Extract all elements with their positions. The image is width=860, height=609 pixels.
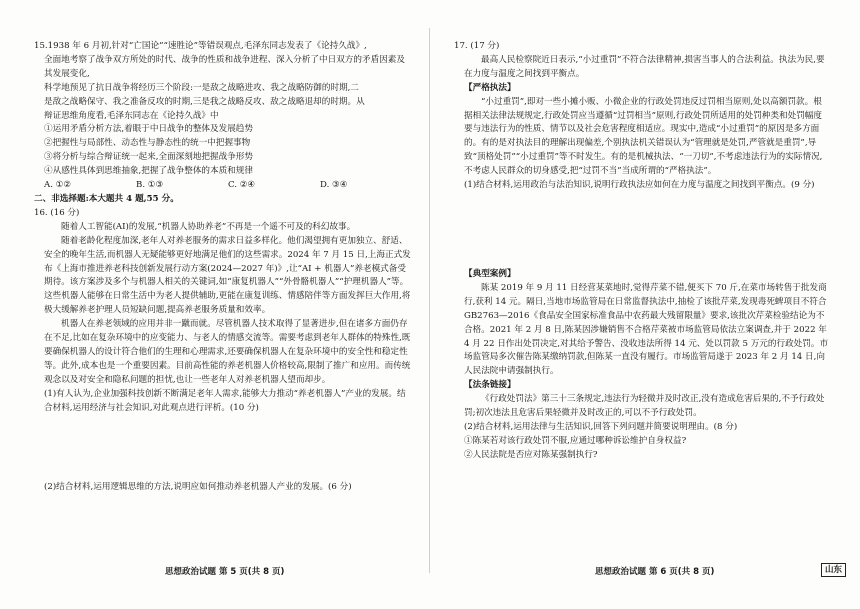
q15-item: ④从感性具体到思维抽象,把握了战争整体的本质和规律 (44, 166, 253, 177)
box-text-strict: “小过重罚”,即对一些小摊小贩、小微企业的行政处罚违反过罚相当原则,处以高额罚款。根据相关法律法规规定,行政处罚应当遵循“过罚相当”原则,行政处罚所适用的处罚种类和处罚幅度要与违法行为的性质、情节以及社会危害程度相适应。现实中,造成“小过重罚”的原因是多方面的。有的是对执法目的理解出现偏差,个别执法机关错误认为“管理就是处罚,严管就是重罚”,导致“顶格处罚”“小过重罚”等不时发生。有的是机械执法、“一刀切”,不考虑违法行为的实际情况,不考虑人民群众的切身感受,把“过罚不当”当成所谓的“严格执法”。 (464, 96, 823, 177)
q16-sub2: (2)结合材料,运用逻辑思维的方法,说明应如何推动养老机器人产业的发展。(6 分) (44, 482, 352, 492)
section-heading: 二、非选择题:本大题共 4 题,55 分。 (34, 193, 179, 204)
page-footer-left: 思想政治试题 第 5 页(共 8 页) (165, 567, 285, 577)
q15-stem-line: 全面地考察了战争双方所处的时代、战争的性质和战争进程、深入分析了中日双方的矛盾因素及其发展变化, (44, 54, 405, 79)
option-c: C. ②④ (228, 180, 256, 191)
right-page (430, 0, 860, 609)
q17-sub2: (2)结合材料,运用法律与生活知识,回答下列问题并简要说明理由。(8 分) (464, 421, 738, 432)
q15-options (34, 179, 412, 193)
page-footer-right: 思想政治试题 第 6 页(共 8 页) (595, 567, 715, 577)
q16-paragraph: 随着人工智能(AI)的发展,“机器人协助养老”不再是一个遥不可及的科幻故事。 (61, 221, 356, 232)
option-b: B. ①③ (136, 180, 164, 191)
q15-item: ①运用矛盾分析方法,着眼于中日战争的整体及发展趋势 (44, 124, 253, 135)
q15-stem-line: 15.1938 年 6 月初,针对“亡国论”“速胜论”等错误观点,毛泽东同志发表了《论持久战》, (34, 41, 367, 51)
province-badge: 山东 (821, 563, 846, 577)
q16-paragraph: 随着老龄化程度加深,老年人对养老服务的需求日益多样化。他们渴望拥有更加独立、舒适、安全的晚年生活,而机器人无疑能够更好地满足他们的这些需求。2024 年 7 月 15 日,上海正式发布《上海市推进养老科技创新发展行动方案(2024—2027 年)》,让“AI + 机器人”养老模式备受期待。该方案涉及多个与机器人相关的关键词,如“康复机器人”“外骨骼机器人”“护理机器人”等。这些机器人能够在日常生活中为老人提供辅助,更能在康复训练、情感陪伴等方面发挥巨大作用,将极大缓解养老护理人员短缺问题,提高养老服务质量和效率。 (44, 235, 411, 316)
q15-stem-line: 辩证思维角度看,毛泽东同志在《论持久战》中 (44, 110, 219, 121)
q17-sub2-item: ②人民法院是否应对陈某强制执行? (464, 449, 598, 460)
box-title-strict: 【严格执法】 (464, 82, 516, 93)
q16-material (34, 221, 412, 416)
question-15 (34, 40, 412, 415)
q17-sub2-item: ①陈某若对该行政处罚不服,应通过哪种诉讼维护自身权益? (464, 435, 687, 446)
q17-sub1: (1)结合材料,运用政治与法治知识,说明行政执法应如何在力度与温度之间找到平衡点。(9 分) (464, 180, 815, 191)
case-title: 【典型案例】 (464, 269, 516, 279)
q16-paragraph: 机器人在养老领域的应用并非一蹴而就。尽管机器人技术取得了显著进步,但在诸多方面仍存在不足,比如在复杂环境中的应变能力、与老人的情感交流等。需要考虑到老年人群体的特殊性,既要确保机器人的设计符合他们的生理和心理需求,还要确保机器人在复杂环境中的安全性和稳定性等。此外,成本也是一个重要因素。目前高性能的养老机器人价格较高,限制了推广和应用。而传统观念以及对安全和隐私问题的担忧,也让一些老年人对养老机器人望而却步。 (44, 319, 411, 385)
option-a: A. ①② (44, 180, 72, 191)
q17-intro: 最高人民检察院近日表示,“小过重罚”不符合法律精神,损害当事人的合法利益。执法为民,要在力度与温度之间找到平衡点。 (464, 54, 825, 79)
q17-title: 17. (17 分) (454, 41, 500, 51)
law-text: 《行政处罚法》第三十三条规定,违法行为轻微并及时改正,没有造成危害后果的,不予行政处罚;初次违法且危害后果轻微并及时改正的,可以不予行政处罚。 (464, 394, 825, 419)
law-title: 【法条链接】 (464, 380, 516, 391)
q15-stem-line: 是敌之战略保守、我之准备反攻的时期,三是我之战略反攻、敌之战略退却的时期。从 (44, 96, 365, 107)
q16-title: 16. (16 分) (34, 207, 80, 218)
q15-item: ②把握性与局部性、动态性与静态性的统一中把握事物 (44, 138, 251, 149)
option-d: D. ③④ (320, 180, 348, 191)
q16-sub1: (1)有人认为,企业加强科技创新不断满足老年人需求,能够大力推动“养老机器人”产业的发展。结合材料,运用经济与社会知识,对此观点进行评析。(10 分) (44, 388, 406, 413)
q17-case-block (464, 268, 830, 463)
case-text: 陈某 2019 年 9 月 11 日经营某菜地时,觉得芹菜不错,便买下 70 斤,在菜市场转售于批发商行,获利 14 元。隔日,当地市场监管局在日常监督执法中,抽检了该批芹菜,发现毒死蜱项目不符合 GB2763—2016《食品安全国家标准食品中农药最大残留限量》要求,该批次芹菜检验结论为不合格。2021 年 2 月 8 日,陈某因涉嫌销售不合格芹菜被市场监管局依法立案调查,并于 2022 年 4 月 22 日作出处罚决定,对其给予警告、没收违法所得 14 元、处以罚款 5 万元的行政处罚。市场监管局多次催告陈某缴纳罚款,但陈某一直没有履行。市场监管局遂于 2023 年 2 月 14 日,向人民法院申请强制执行。 (464, 282, 829, 377)
q15-item: ③将分析与综合辩证统一起来,全面深刻地把握战争形势 (44, 152, 253, 163)
q16-sub2-block (44, 481, 412, 495)
question-17 (454, 40, 830, 193)
q15-stem-line: 科学地预见了抗日战争将经历三个阶段:一是敌之战略进攻、我之战略防御的时期,二 (44, 82, 360, 93)
